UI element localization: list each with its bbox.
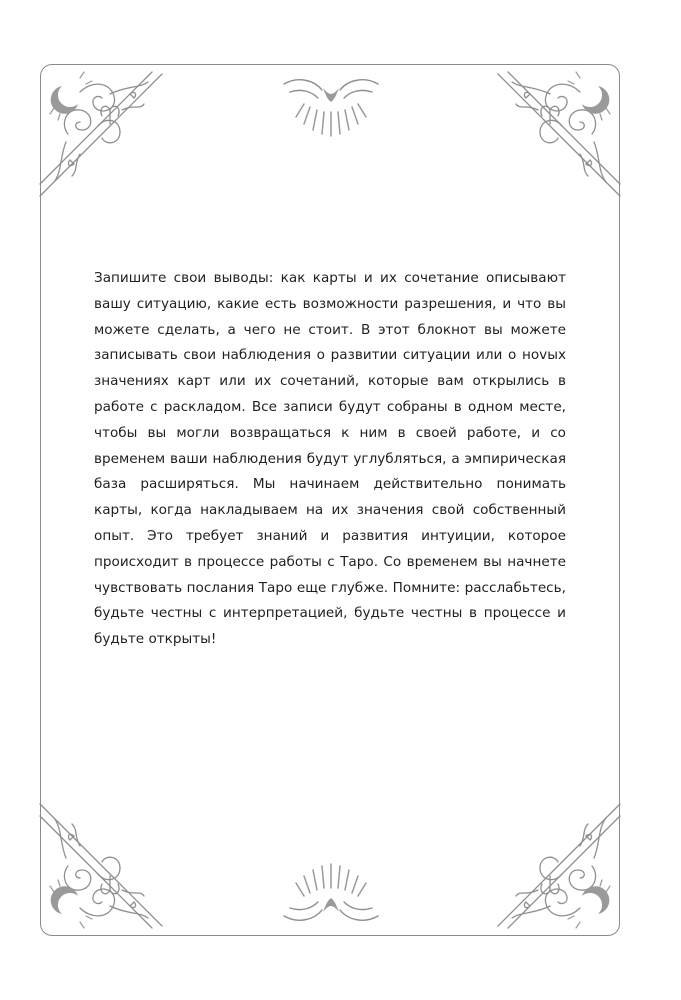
body-paragraph: Запишите свои выводы: как карты и их сочетание описывают вашу ситуацию, какие есть возможности разрешения, и что вы можете сделать, а чего не стоит. В этот блокнот вы можете записывать свои наблюдения о развитии ситуации или о ноvых значениях карт или их сочетаний, которые вам открылись в работе с раскладом. Все записи будут собраны в одном месте, чтобы вы могли возвращаться к ним в своей работе, и со временем ваши наблюдения будут углубляться, а эмпирическая база расширяться. Мы начинаем действительно понимать карты, когда накладываем на их значения свой собственный опыт. Это требует знаний и развития интуиции, которое происходит в процессе работы с Таро. Со временем вы начнете чувствовать послания Таро еще глубже. Помните: расслабьтесь, будьте честны с интерпретацией, будьте честны в процессе и будьте открыты! xyxy=(94,270,566,648)
corner-ornament-bottom-left-icon xyxy=(40,756,190,936)
sun-rays-flourish-top-icon xyxy=(276,74,386,146)
corner-ornament-bottom-right-icon xyxy=(470,756,620,936)
corner-ornament-top-left-icon xyxy=(40,64,190,244)
corner-ornament-top-right-icon xyxy=(470,64,620,244)
sun-rays-flourish-bottom-icon xyxy=(276,854,386,926)
